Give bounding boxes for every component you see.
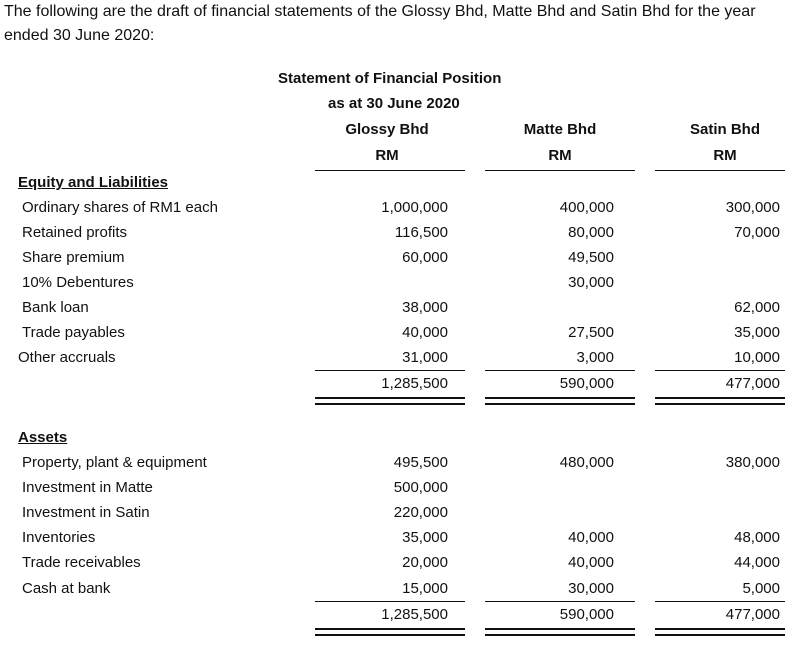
value-matte: 30,000 xyxy=(568,274,614,291)
row-label: Share premium xyxy=(22,249,125,266)
total-double-rule xyxy=(655,397,785,399)
subtotal-rule xyxy=(485,370,635,371)
column-satin-unit: RM xyxy=(713,147,737,164)
value-matte: 27,500 xyxy=(568,324,614,341)
value-glossy: 35,000 xyxy=(402,529,448,546)
value-satin: 380,000 xyxy=(725,454,780,471)
header-underline xyxy=(315,170,465,171)
intro-text: The following are the draft of financial statements of the Glossy Bhd, Matte Bhd and Satin Bhd for the year ended 30 June 2020: xyxy=(4,3,756,44)
row-label: Investment in Satin xyxy=(22,504,150,521)
value-satin: 300,000 xyxy=(725,199,780,216)
total-double-rule xyxy=(485,628,635,630)
column-matte-name: Matte Bhd xyxy=(523,121,597,138)
subtotal-rule xyxy=(315,601,465,602)
section-title-equity: Equity and Liabilities xyxy=(18,174,169,191)
total-double-rule xyxy=(655,403,785,405)
value-matte: 40,000 xyxy=(568,529,614,546)
total-double-rule xyxy=(485,397,635,399)
equity-total-glossy: 1,285,500 xyxy=(381,375,448,392)
statement-date: as at 30 June 2020 xyxy=(328,95,460,112)
value-glossy: 220,000 xyxy=(393,504,448,521)
value-matte: 400,000 xyxy=(559,199,614,216)
value-glossy: 40,000 xyxy=(402,324,448,341)
statement-title: Statement of Financial Position xyxy=(278,70,502,87)
total-double-rule xyxy=(655,634,785,636)
value-matte: 80,000 xyxy=(568,224,614,241)
value-satin: 44,000 xyxy=(734,554,780,571)
equity-total-matte: 590,000 xyxy=(559,375,614,392)
value-matte: 3,000 xyxy=(576,349,614,366)
assets-total-matte: 590,000 xyxy=(559,606,614,623)
total-double-rule xyxy=(315,397,465,399)
value-glossy: 15,000 xyxy=(402,580,448,597)
row-label: 10% Debentures xyxy=(22,274,134,291)
column-glossy-unit: RM xyxy=(375,147,399,164)
value-glossy: 60,000 xyxy=(402,249,448,266)
assets-total-satin: 477,000 xyxy=(725,606,780,623)
value-glossy: 500,000 xyxy=(393,479,448,496)
value-glossy: 38,000 xyxy=(402,299,448,316)
row-label: Investment in Matte xyxy=(22,479,153,496)
subtotal-rule xyxy=(655,601,785,602)
column-matte-unit: RM xyxy=(548,147,572,164)
total-double-rule xyxy=(315,628,465,630)
header-underline xyxy=(655,170,785,171)
assets-total-glossy: 1,285,500 xyxy=(381,606,448,623)
value-matte: 480,000 xyxy=(559,454,614,471)
row-label: Ordinary shares of RM1 each xyxy=(22,199,218,216)
total-double-rule xyxy=(655,628,785,630)
value-glossy: 495,500 xyxy=(393,454,448,471)
header-underline xyxy=(485,170,635,171)
row-label: Other accruals xyxy=(18,349,116,366)
row-label: Trade payables xyxy=(22,324,125,341)
value-glossy: 1,000,000 xyxy=(381,199,448,216)
total-double-rule xyxy=(485,634,635,636)
value-matte: 40,000 xyxy=(568,554,614,571)
equity-total-satin: 477,000 xyxy=(725,375,780,392)
value-glossy: 31,000 xyxy=(402,349,448,366)
section-title-assets: Assets xyxy=(18,429,68,446)
row-label: Property, plant & equipment xyxy=(22,454,207,471)
value-glossy: 116,500 xyxy=(394,224,448,241)
column-satin-name: Satin Bhd xyxy=(690,121,760,138)
row-label: Cash at bank xyxy=(22,580,111,597)
row-label: Inventories xyxy=(22,529,96,546)
row-label: Retained profits xyxy=(22,224,128,241)
total-double-rule xyxy=(315,403,465,405)
subtotal-rule xyxy=(485,601,635,602)
total-double-rule xyxy=(485,403,635,405)
value-satin: 70,000 xyxy=(734,224,780,241)
value-matte: 49,500 xyxy=(568,249,614,266)
value-satin: 5,000 xyxy=(742,580,780,597)
row-label: Bank loan xyxy=(22,299,89,316)
row-label: Trade receivables xyxy=(22,554,141,571)
value-satin: 62,000 xyxy=(734,299,780,316)
subtotal-rule xyxy=(315,370,465,371)
total-double-rule xyxy=(315,634,465,636)
subtotal-rule xyxy=(655,370,785,371)
value-satin: 35,000 xyxy=(734,324,780,341)
column-glossy-name: Glossy Bhd xyxy=(345,121,429,138)
value-glossy: 20,000 xyxy=(402,554,448,571)
value-satin: 48,000 xyxy=(734,529,780,546)
value-satin: 10,000 xyxy=(734,349,780,366)
value-matte: 30,000 xyxy=(568,580,614,597)
